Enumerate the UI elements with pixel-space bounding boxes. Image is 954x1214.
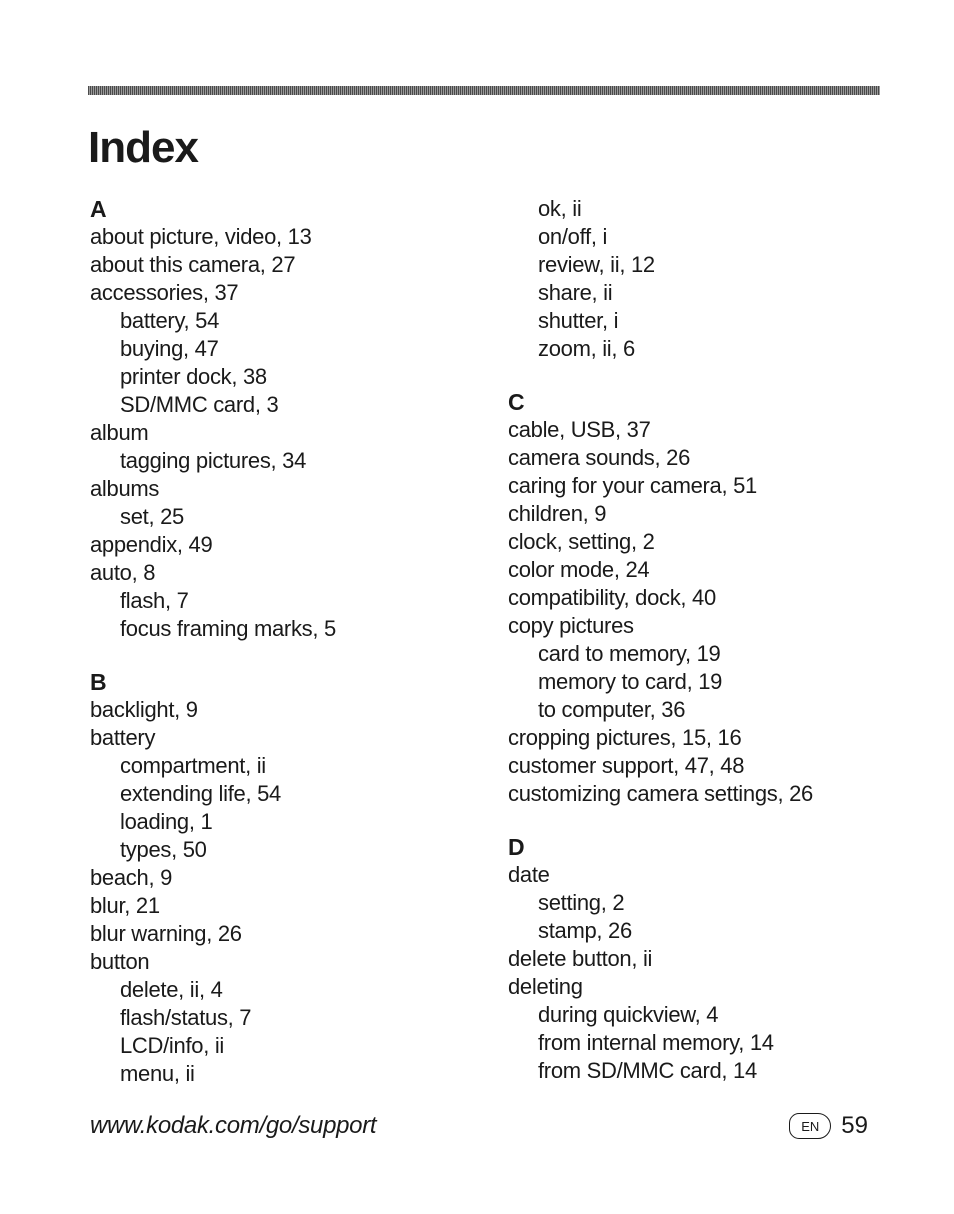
index-entry: accessories, 37 (90, 280, 239, 305)
index-entry: customer support, 47, 48 (508, 753, 745, 778)
index-entry: about this camera, 27 (90, 252, 296, 277)
section-letter: A (90, 196, 107, 222)
index-subentry: LCD/info, ii (120, 1033, 224, 1058)
index-subentry: shutter, i (538, 308, 619, 333)
index-section-b (90, 668, 490, 1088)
index-subentry: delete, ii, 4 (120, 977, 223, 1002)
index-entry: cropping pictures, 15, 16 (508, 725, 742, 750)
section-letter: C (508, 389, 525, 415)
index-entry: caring for your camera, 51 (508, 473, 757, 498)
index-entry: backlight, 9 (90, 697, 198, 722)
index-entry: clock, setting, 2 (508, 529, 655, 554)
index-entry: albums (90, 476, 160, 501)
header-rule (88, 86, 880, 95)
index-entry: battery (90, 725, 156, 750)
index-column-right (508, 195, 908, 1110)
index-subentry: buying, 47 (120, 336, 219, 361)
index-subentry: ok, ii (538, 196, 582, 221)
index-subentry: extending life, 54 (120, 781, 281, 806)
index-section-c (508, 388, 908, 808)
index-entry: blur warning, 26 (90, 921, 242, 946)
index-subentry: flash/status, 7 (120, 1005, 252, 1030)
index-entry: camera sounds, 26 (508, 445, 691, 470)
index-entry: color mode, 24 (508, 557, 650, 582)
index-entry: copy pictures (508, 613, 634, 638)
index-subentry: types, 50 (120, 837, 207, 862)
index-subentry: during quickview, 4 (538, 1002, 719, 1027)
index-entry: date (508, 862, 550, 887)
index-section-continued (508, 195, 908, 363)
index-subentry: compartment, ii (120, 753, 266, 778)
index-subentry: flash, 7 (120, 588, 189, 613)
language-badge-icon: EN (789, 1113, 831, 1139)
index-entry: compatibility, dock, 40 (508, 585, 716, 610)
index-entry: beach, 9 (90, 865, 173, 890)
section-letter: D (508, 834, 525, 860)
index-subentry: battery, 54 (120, 308, 220, 333)
index-section-d (508, 833, 908, 1085)
index-subentry: setting, 2 (538, 890, 625, 915)
section-letter: B (90, 669, 107, 695)
page-number: 59 (841, 1112, 868, 1139)
index-column-left (90, 195, 490, 1113)
index-subentry: set, 25 (120, 504, 184, 529)
index-subentry: menu, ii (120, 1061, 195, 1086)
index-subentry: on/off, i (538, 224, 608, 249)
index-entry: customizing camera settings, 26 (508, 781, 813, 806)
footer-page-info (789, 1112, 868, 1140)
index-subentry: memory to card, 19 (538, 669, 723, 694)
index-subentry: to computer, 36 (538, 697, 686, 722)
page-title: Index (88, 123, 198, 172)
index-entry: button (90, 949, 150, 974)
index-entry: delete button, ii (508, 946, 653, 971)
index-subentry: card to memory, 19 (538, 641, 721, 666)
index-subentry: zoom, ii, 6 (538, 336, 635, 361)
index-section-a (90, 195, 490, 643)
index-entry: album (90, 420, 149, 445)
index-entry: about picture, video, 13 (90, 224, 312, 249)
index-subentry: stamp, 26 (538, 918, 632, 943)
index-entry: appendix, 49 (90, 532, 213, 557)
index-subentry: tagging pictures, 34 (120, 448, 307, 473)
index-entry: children, 9 (508, 501, 607, 526)
index-subentry: focus framing marks, 5 (120, 616, 336, 641)
index-subentry: from internal memory, 14 (538, 1030, 774, 1055)
index-subentry: review, ii, 12 (538, 252, 655, 277)
index-entry: auto, 8 (90, 560, 156, 585)
index-subentry: loading, 1 (120, 809, 213, 834)
index-entry: blur, 21 (90, 893, 160, 918)
footer-url: www.kodak.com/go/support (90, 1112, 377, 1139)
index-subentry: printer dock, 38 (120, 364, 267, 389)
index-subentry: share, ii (538, 280, 613, 305)
index-entry: cable, USB, 37 (508, 417, 651, 442)
index-subentry: from SD/MMC card, 14 (538, 1058, 757, 1083)
index-entry: deleting (508, 974, 583, 999)
index-subentry: SD/MMC card, 3 (120, 392, 279, 417)
